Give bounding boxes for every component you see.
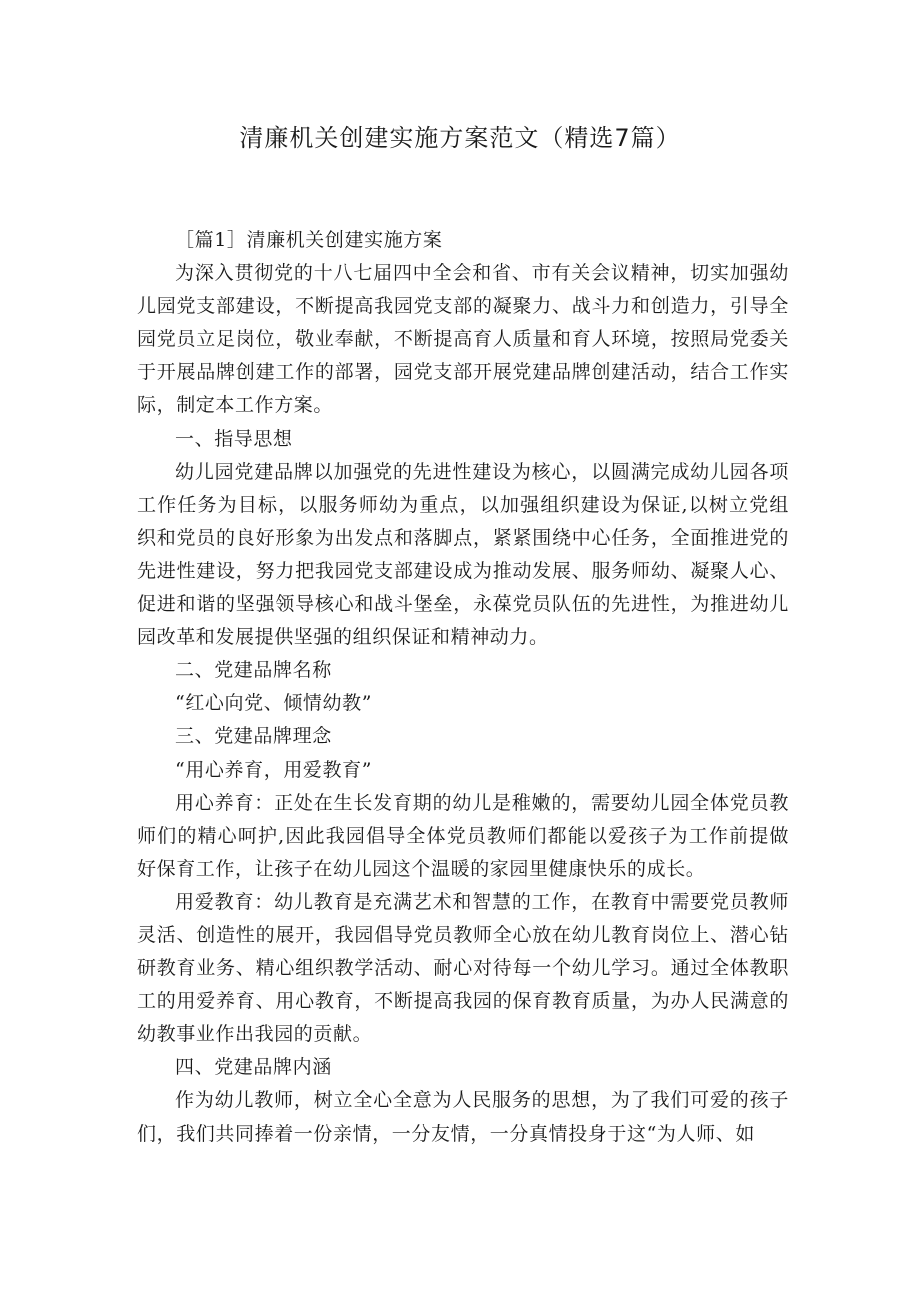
brand-concept-text: “用心养育，用爱教育”	[175, 758, 373, 781]
education-paragraph: 用爱教育：幼儿教育是充满艺术和智慧的工作，在教育中需要党员教师灵活、创造性的展开，我园倡导党员教师全心放在幼儿教育岗位上、潜心钻研教育业务、精心组织教学活动、耐心对待每一个幼儿学习。通过全体教职工的用爱养育、用心教育，不断提高我园的保育教育质量，为办人民满意的幼教事业作出我园的贡献。	[137, 890, 789, 1046]
brand-name-text: “红心向党、倾情幼教”	[175, 692, 373, 715]
guiding-thought-paragraph: 幼儿园党建品牌以加强党的先进性建设为核心，以圆满完成幼儿园各项工作任务为目标，以服务师幼为重点，以加强组织建设为保证,以树立党组织和党员的良好形象为出发点和落脚点，紧紧围绕中心任务，全面推进党的先进性建设，努力把我园党支部建设成为推动发展、服务师幼、凝聚人心、促进和谐的坚强领导核心和战斗堡垒，永葆党员队伍的先进性，为推进幼儿园改革和发展提供坚强的组织保证和精神动力。	[137, 460, 789, 649]
document-title: 清廉机关创建实施方案范文（精选7篇）	[239, 124, 681, 152]
heading-brand-connotation: 四、党建品牌内涵	[175, 1056, 332, 1079]
section-heading-1: ［篇1］清廉机关创建实施方案	[175, 229, 443, 251]
heading-guiding-thought: 一、指导思想	[175, 427, 293, 450]
heading-brand-concept: 三、党建品牌理念	[175, 725, 332, 748]
nurture-paragraph: 用心养育：正处在生长发育期的幼儿是稚嫩的，需要幼儿园全体党员教师们的精心呵护,因此我园倡导全体党员教师们都能以爱孩子为工作前提做好保育工作，让孩子在幼儿园这个温暖的家园里健康快乐的成长。	[137, 791, 789, 880]
intro-paragraph: 为深入贯彻党的十八七届四中全会和省、市有关会议精神，切实加强幼儿园党支部建设，不断提高我园党支部的凝聚力、战斗力和创造力，引导全园党员立足岗位，敬业奉献，不断提高育人质量和育人环境，按照局党委关于开展品牌创建工作的部署，园党支部开展党建品牌创建活动，结合工作实际，制定本工作方案。	[137, 262, 789, 417]
document-body	[137, 224, 789, 1151]
heading-brand-name: 二、党建品牌名称	[175, 659, 332, 682]
connotation-paragraph: 作为幼儿教师，树立全心全意为人民服务的思想，为了我们可爱的孩子们，我们共同捧着一份亲情，一分友情，一分真情投身于这“为人师、如	[137, 1089, 789, 1145]
